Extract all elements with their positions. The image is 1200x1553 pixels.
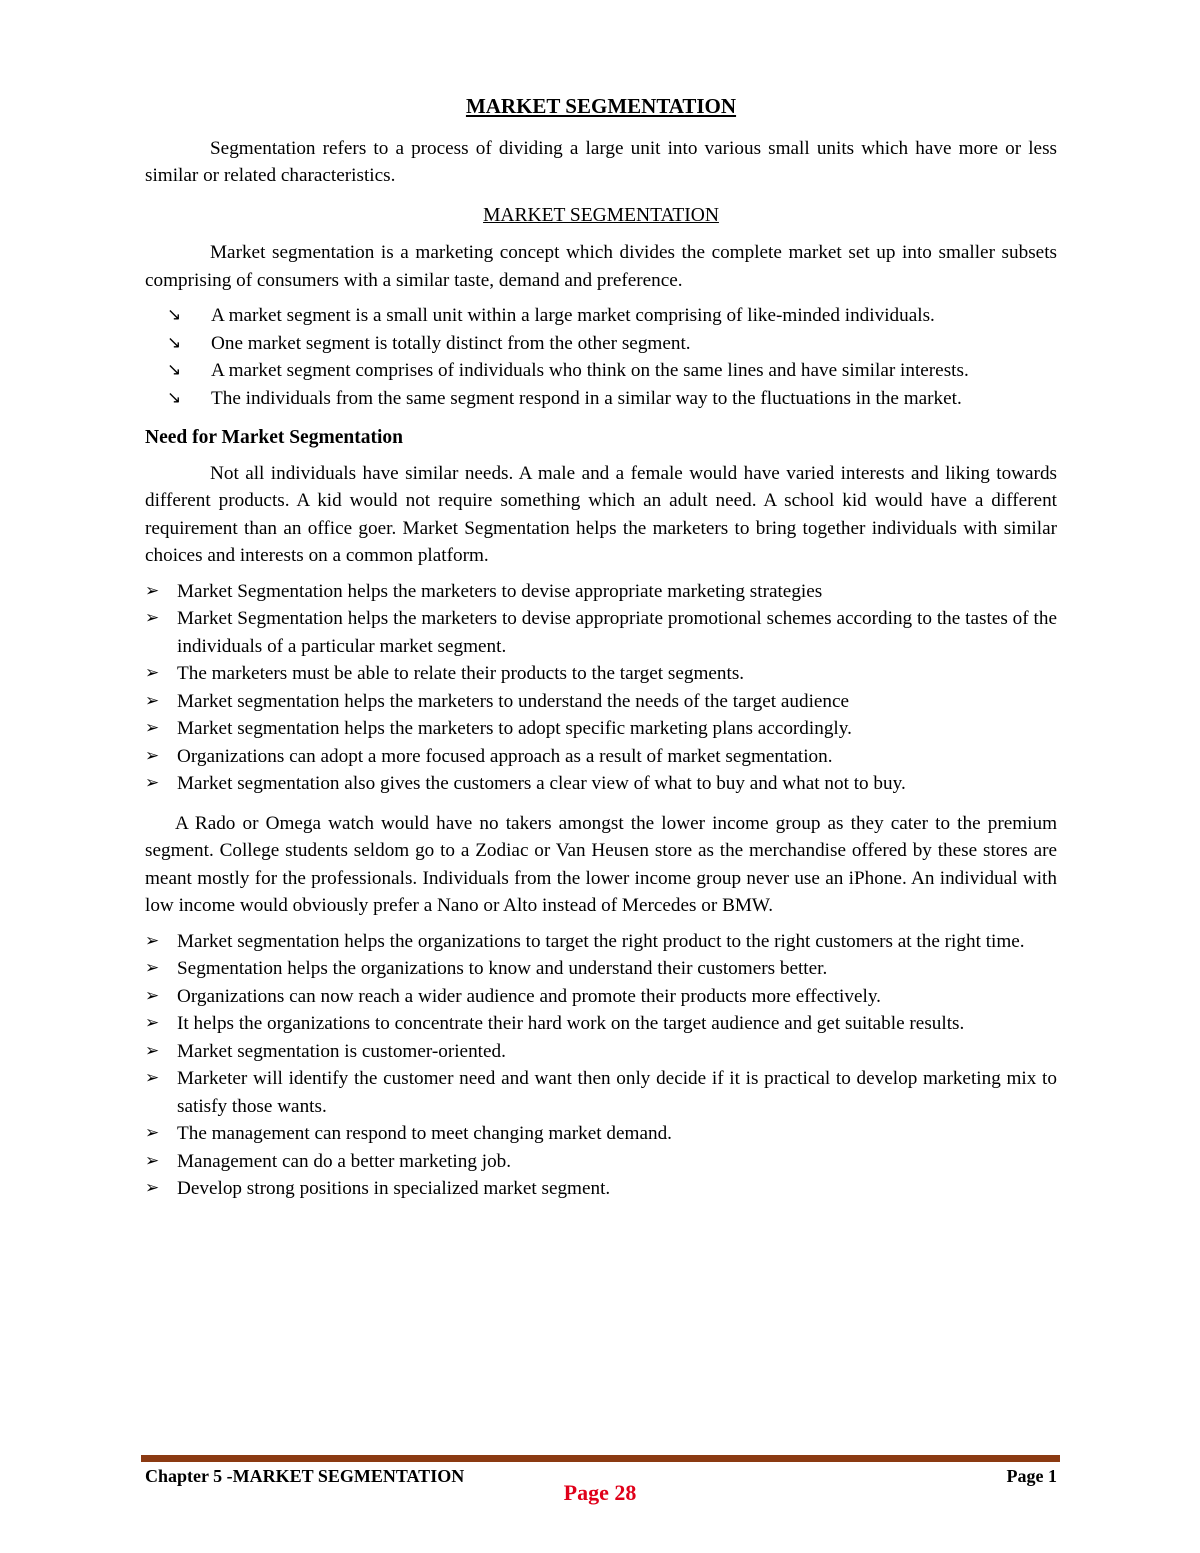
bullet-marker-icon: ➢: [145, 690, 160, 711]
bullet-marker-icon: ➢: [145, 958, 160, 978]
bullet-marker-icon: ➢: [145, 608, 160, 628]
need-point: [145, 688, 1057, 716]
need-point: [145, 605, 1057, 660]
bullet-marker-icon: ➢: [145, 745, 160, 766]
list-item-text: The individuals from the same segment respond in a similar way to the fluctuations in the market.: [211, 387, 962, 409]
example-paragraph: A Rado or Omega watch would have no takers amongst the lower income group as they cater to the premium segment. College students seldom go to a Zodiac or Van Heusen store as the merchandise offered by these stores are meant mostly for the professionals. Individuals from the lower income group never use an iPhone. An individual with low income would obviously prefer a Nano or Alto instead of Mercedes or BMW.: [145, 812, 1057, 916]
benefit-point: [145, 1175, 1057, 1203]
list-item-text: Management can do a better marketing job.: [177, 1150, 512, 1172]
segment-point: [145, 330, 1057, 358]
list-item-text: Market Segmentation helps the marketers to devise appropriate promotional schemes according to the tastes of the individuals of a particular market segment.: [177, 608, 1057, 657]
page-number-stamp: Page 28: [563, 1480, 637, 1505]
bullet-marker-icon: ➢: [145, 985, 160, 1006]
list-item-text: Market segmentation helps the organizations to target the right product to the right customers at the right time.: [177, 930, 1025, 952]
bullet-marker-icon: ➢: [145, 1040, 160, 1061]
bullet-marker-icon: ↘: [167, 387, 182, 408]
list-item-text: The marketers must be able to relate their products to the target segments.: [177, 663, 745, 684]
intro-paragraph: Segmentation refers to a process of dividing a large unit into various small units which have more or less similar or related characteristics.: [145, 137, 1057, 186]
benefit-point: [145, 983, 1057, 1011]
bullet-marker-icon: ➢: [145, 930, 160, 951]
bullet-marker-icon: ➢: [145, 663, 160, 683]
benefit-point: [145, 1148, 1057, 1176]
list-item-text: Market segmentation helps the marketers to adopt specific marketing plans accordingly.: [177, 718, 852, 739]
need-point: [145, 770, 1057, 798]
list-item-text: The management can respond to meet changing market demand.: [177, 1123, 672, 1144]
bullet-marker-icon: ➢: [145, 718, 160, 738]
footer-rule: [141, 1455, 1060, 1462]
list-item-text: Market segmentation is customer-oriented.: [177, 1040, 506, 1062]
page-title: MARKET SEGMENTATION: [465, 94, 737, 118]
list-item-text: It helps the organizations to concentrate their hard work on the target audience and get suitable results.: [177, 1013, 965, 1034]
footer-chapter-label: Chapter 5 -MARKET SEGMENTATION: [145, 1466, 465, 1486]
list-item-text: Segmentation helps the organizations to know and understand their customers better.: [177, 958, 828, 979]
list-item-text: A market segment comprises of individuals who think on the same lines and have similar interests.: [211, 360, 969, 381]
need-point: [145, 715, 1057, 743]
bullet-marker-icon: ➢: [145, 1150, 160, 1171]
definition-paragraph: Market segmentation is a marketing concept which divides the complete market set up into smaller subsets comprising of consumers with a similar taste, demand and preference.: [145, 242, 1057, 291]
need-point: [145, 578, 1057, 606]
benefit-point: [145, 928, 1057, 956]
benefit-point: [145, 955, 1057, 983]
bullet-marker-icon: ➢: [145, 773, 160, 793]
need-paragraph: Not all individuals have similar needs. A male and a female would have varied interests and liking towards different products. A kid would not require something which an adult need. A school kid would have a different requirement than an office goer. Market Segmentation helps the marketers to bring together individuals with similar choices and interests on a common platform.: [145, 462, 1057, 566]
segment-points-list: [145, 302, 1057, 412]
bullet-marker-icon: ↘: [167, 305, 182, 325]
list-item-text: Organizations can now reach a wider audience and promote their products more effectively.: [177, 985, 881, 1007]
bullet-marker-icon: ➢: [145, 1178, 160, 1198]
list-item-text: One market segment is totally distinct from the other segment.: [211, 332, 691, 354]
list-item-text: Organizations can adopt a more focused approach as a result of market segmentation.: [177, 745, 833, 767]
need-points-list: [145, 578, 1057, 798]
list-item-text: A market segment is a small unit within a large market comprising of like-minded individuals.: [211, 305, 935, 326]
segment-point: [145, 302, 1057, 330]
bullet-marker-icon: ↘: [167, 332, 182, 353]
need-point: [145, 660, 1057, 688]
need-point: [145, 743, 1057, 771]
list-item-text: Market segmentation helps the marketers to understand the needs of the target audience: [177, 690, 850, 712]
section-subtitle: MARKET SEGMENTATION: [483, 204, 719, 226]
list-item-text: Develop strong positions in specialized market segment.: [177, 1178, 611, 1199]
spacer: [145, 798, 1057, 810]
bullet-marker-icon: ➢: [145, 1013, 160, 1033]
segment-point: [145, 385, 1057, 413]
benefit-point: [145, 1120, 1057, 1148]
benefit-point: [145, 1065, 1057, 1120]
list-item-text: Market segmentation also gives the customers a clear view of what to buy and what not to buy.: [177, 773, 906, 794]
list-item-text: Market Segmentation helps the marketers to devise appropriate marketing strategies: [177, 580, 823, 602]
benefit-points-list: [145, 928, 1057, 1203]
benefit-point: [145, 1010, 1057, 1038]
segment-point: [145, 357, 1057, 385]
bullet-marker-icon: ➢: [145, 580, 160, 601]
footer-page-label: Page 1: [1006, 1466, 1057, 1486]
document-body: [145, 93, 1057, 1203]
list-item-text: Marketer will identify the customer need and want then only decide if it is practical to develop marketing mix to satisfy those wants.: [177, 1068, 1057, 1117]
need-heading: Need for Market Segmentation: [145, 427, 403, 448]
bullet-marker-icon: ➢: [145, 1123, 160, 1143]
bullet-marker-icon: ↘: [167, 360, 182, 380]
benefit-point: [145, 1038, 1057, 1066]
bullet-marker-icon: ➢: [145, 1068, 160, 1088]
